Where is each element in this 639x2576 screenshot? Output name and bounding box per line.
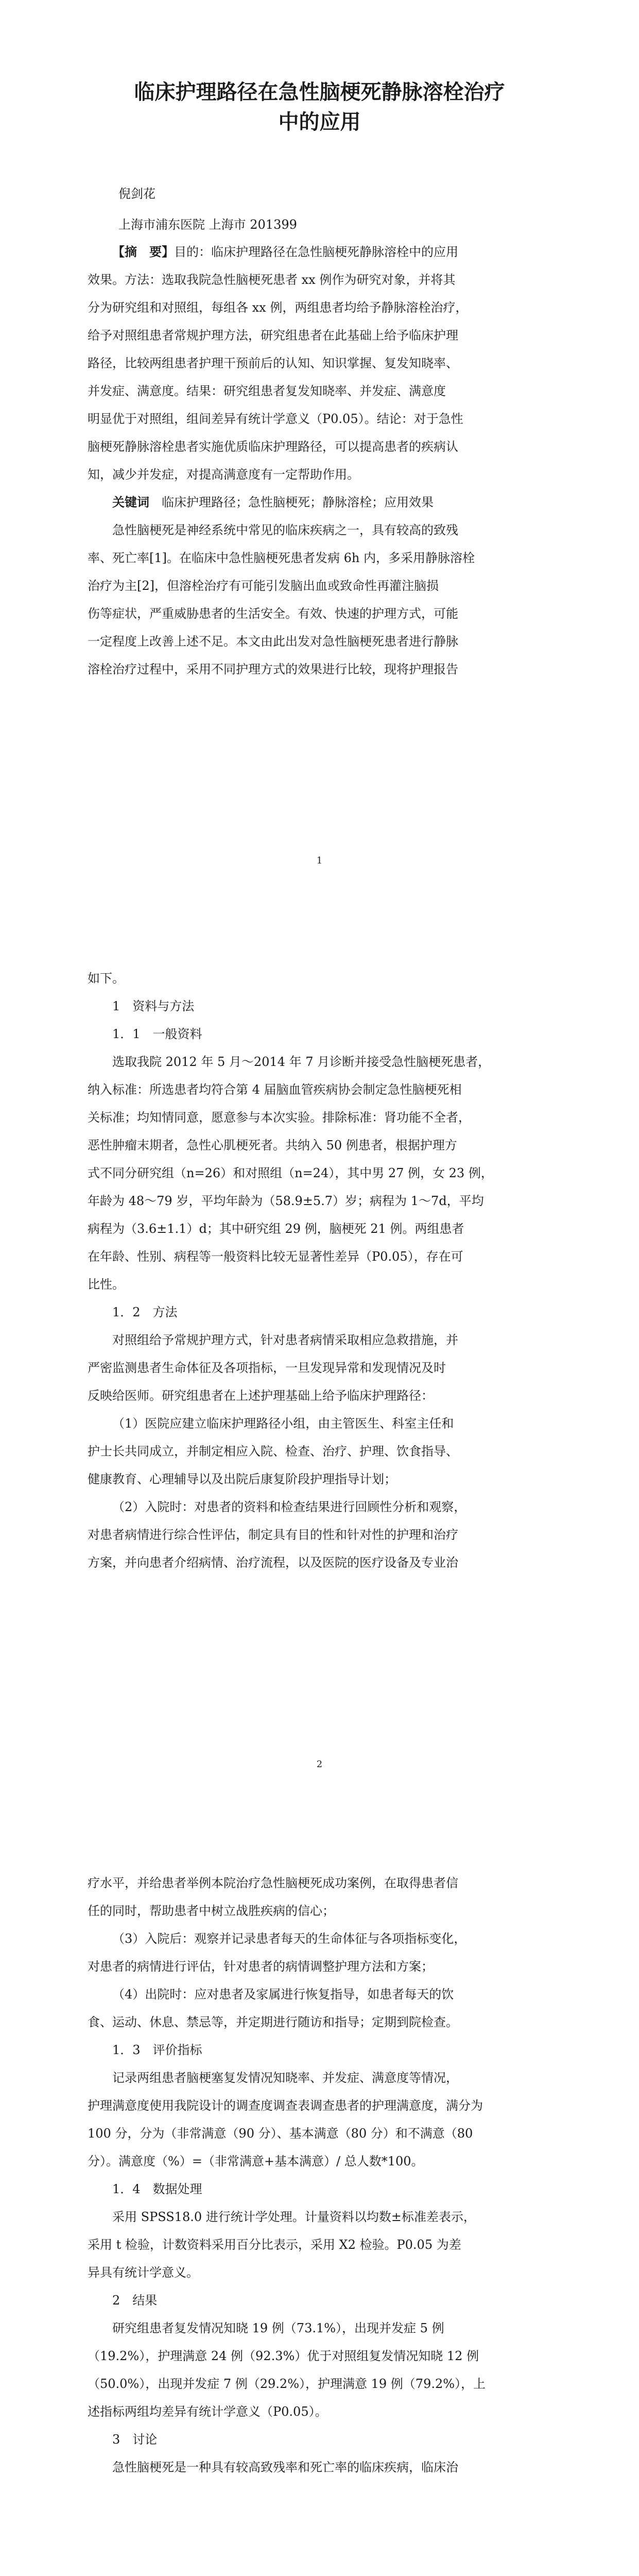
intro-line: 溶栓治疗过程中，采用不同护理方式的效果进行比较，现将护理报告 xyxy=(88,662,458,676)
abstract-line: 效果。方法：选取我院急性脑梗死患者 xx 例作为研究对象，并将其 xyxy=(88,273,456,287)
abstract-line: 知，减少并发症，对提高满意度有一定帮助作用。 xyxy=(88,467,359,482)
section-heading: 3 讨论 xyxy=(112,2432,158,2447)
results-line: （19.2%），护理满意 24 例（92.3%）优于对照组复发情况知晓 12 例 xyxy=(88,2349,479,2363)
abstract-line: 分为研究组和对照组，每组各 xx 例，两组患者均给予静脉溶栓治疗， xyxy=(88,300,468,315)
general-data-line: 式不同分研究组（n=26）和对照组（n=24），其中男 27 例，女 23 例， xyxy=(88,1166,493,1180)
abstract-label: 【摘 要】 xyxy=(112,244,174,259)
evaluation-line: 100 分，分为（非常满意（90 分）、基本满意（80 分）和不满意（80 xyxy=(88,2126,473,2141)
method-line: 严密监测患者生命体征及各项指标，一旦发现异常和发现情况及时 xyxy=(88,1361,446,1375)
evaluation-line: 记录两组患者脑梗塞复发情况知晓率、并发症、满意度等情况， xyxy=(112,2071,458,2085)
evaluation-line: 分）。满意度（%）=（非常满意+基本满意）/ 总人数*100。 xyxy=(88,2154,424,2168)
title-line-2: 中的应用 xyxy=(278,110,361,134)
intro-line: 伤等症状，严重威胁患者的生活安全。有效、快速的护理方式，可能 xyxy=(88,606,458,621)
method-item-line: （3）入院后：观察并记录患者每天的生命体征与各项指标变化， xyxy=(112,1931,467,1946)
abstract-line: 给予对照组患者常规护理方法，研究组患者在此基础上给予临床护理 xyxy=(88,328,458,343)
subsection-heading: 1．1 一般资料 xyxy=(112,1027,202,1041)
method-line: 对患者病情进行综合性评估，制定具有目的性和针对性的护理和治疗 xyxy=(88,1528,458,1542)
author-name: 倪剑花 xyxy=(118,187,156,201)
intro-line: 一定程度上改善上述不足。本文由此出发对急性脑梗死患者进行静脉 xyxy=(88,634,458,649)
abstract-line: 脑梗死静脉溶栓患者实施优质临床护理路径，可以提高患者的疾病认 xyxy=(88,439,458,454)
section-heading: 1 资料与方法 xyxy=(112,999,195,1013)
discussion-start: 急性脑梗死是一种具有较高致残率和死亡率的临床疾病，临床治 xyxy=(112,2460,458,2475)
abstract-line: 路径，比较两组患者护理干预前后的认知、知识掌握、复发知晓率、 xyxy=(88,356,458,370)
general-data-line: 年龄为 48～79 岁，平均年龄为（58.9±5.7）岁；病程为 1～7d，平均 xyxy=(88,1194,484,1208)
general-data-line: 恶性肿瘤末期者，急性心肌梗死者。共纳入 50 例患者，根据护理方 xyxy=(88,1138,457,1153)
general-data xyxy=(88,1048,551,1298)
results-line: 研究组患者复发情况知晓 19 例（73.1%），出现并发症 5 例 xyxy=(112,2321,444,2335)
general-data-line: 纳入标准：所选患者均符合第 4 届脑血管疾病协会制定急性脑梗死相 xyxy=(88,1082,462,1097)
section-heading: 2 结果 xyxy=(112,2293,158,2308)
page-3 xyxy=(0,1807,639,2576)
method-line: 护士长共同成立，并制定相应入院、检查、治疗、护理、饮食指导、 xyxy=(88,1444,458,1459)
abstract-line xyxy=(88,238,551,266)
subsection-heading: 1．3 评价指标 xyxy=(112,2043,202,2057)
methods-items xyxy=(88,1925,551,2036)
results-line: （50.0%），出现并发症 7 例（29.2%），护理满意 19 例（79.2%），上 xyxy=(88,2377,486,2391)
method-item-line: 食、运动、休息、禁忌等，并定期进行随访和指导；定期到院检查。 xyxy=(88,2015,458,2029)
intro-line: 急性脑梗死是神经系统中常见的临床疾病之一，具有较高的致残 xyxy=(112,523,458,537)
method-line: 对照组给予常规护理方式，针对患者病情采取相应急救措施，并 xyxy=(112,1333,458,1347)
paper-title xyxy=(88,77,551,137)
keywords xyxy=(88,488,551,516)
statistics-line: 采用 SPSS18.0 进行统计学处理。计量资料以均数±标准差表示， xyxy=(112,2210,476,2224)
title-line-1: 临床护理路径在急性脑梗死静脉溶栓治疗 xyxy=(134,80,505,104)
method-line: 反映给医师。研究组患者在上述护理基础上给予临床护理路径： xyxy=(88,1388,434,1403)
subsection-heading: 1．2 方法 xyxy=(112,1305,178,1319)
intro-line: 治疗为主[2]，但溶栓治疗有可能引发脑出血或致命性再灌注脑损 xyxy=(88,579,439,593)
statistics xyxy=(88,2203,551,2286)
general-data-line: 选取我院 2012 年 5 月～2014 年 7 月诊断并接受急性脑梗死患者， xyxy=(112,1055,491,1069)
intro-line: 率、死亡率[1]。在临床中急性脑梗死患者发病 6h 内，多采用静脉溶栓 xyxy=(88,551,475,565)
results xyxy=(88,2314,551,2426)
abstract-line: 并发症、满意度。结果：研究组患者复发知晓率、并发症、满意度 xyxy=(88,384,446,398)
methods xyxy=(88,1326,551,1577)
introduction xyxy=(88,516,551,683)
abstract-line: 明显优于对照组，组间差异有统计学意义（P0.05）。结论：对于急性 xyxy=(88,412,463,426)
method-line: （2）入院时：对患者的资料和检查结果进行回顾性分析和观察， xyxy=(112,1500,467,1514)
methods-continued xyxy=(88,1869,551,1925)
keywords-text: 临床护理路径；急性脑梗死；静脉溶栓；应用效果 xyxy=(162,495,434,510)
author-affiliation: 上海市浦东医院 上海市 201399 xyxy=(118,217,297,232)
method-item-line: 对患者的病情进行评估，针对患者的病情调整护理方法和方案； xyxy=(88,1959,434,1974)
statistics-line: 采用 t 检验，计数资料采用百分比表示，采用 X2 检验。P0.05 为差 xyxy=(88,2238,461,2252)
page-2 xyxy=(0,904,639,1807)
subsection-heading: 1．4 数据处理 xyxy=(112,2182,202,2196)
abstract xyxy=(88,238,551,488)
statistics-line: 异具有统计学意义。 xyxy=(88,2265,199,2280)
general-data-line: 病程为（3.6±1.1）d；其中研究组 29 例，脑梗死 21 例。两组患者 xyxy=(88,1222,464,1236)
method-line: 疗水平，并给患者举例本院治疗急性脑梗死成功案例，在取得患者信 xyxy=(88,1876,458,1890)
page-number: 2 xyxy=(316,1759,323,1770)
abstract-text: 目的：临床护理路径在急性脑梗死静脉溶栓中的应用 xyxy=(174,245,458,259)
page-number: 1 xyxy=(316,855,323,866)
intro-end: 如下。 xyxy=(88,971,125,986)
keywords-label: 关键词 xyxy=(112,495,149,510)
page-1 xyxy=(0,0,639,904)
evaluation-line: 护理满意度使用我院设计的调查度调查表调查患者的护理满意度，满分为 xyxy=(88,2098,483,2113)
general-data-line: 关标准；均知情同意，愿意参与本次实验。排除标准：肾功能不全者， xyxy=(88,1110,471,1125)
method-item-line: （4）出院时：应对患者及家属进行恢复指导，如患者每天的饮 xyxy=(112,1987,454,2002)
evaluation xyxy=(88,2064,551,2175)
general-data-line: 比性。 xyxy=(88,1277,125,1292)
general-data-line: 在年龄、性别、病程等一般资料比较无显著性差异（P0.05），存在可 xyxy=(88,1249,463,1264)
method-line: （1）医院应建立临床护理路径小组，由主管医生、科室主任和 xyxy=(112,1416,454,1431)
results-line: 述指标两组均差异有统计学意义（P0.05）。 xyxy=(88,2404,327,2419)
method-line: 健康教育、心理辅导以及出院后康复阶段护理指导计划； xyxy=(88,1472,396,1486)
method-line: 方案，并向患者介绍病情、治疗流程，以及医院的医疗设备及专业治 xyxy=(88,1555,458,1570)
method-line: 任的同时，帮助患者中树立战胜疾病的信心； xyxy=(88,1904,335,1918)
